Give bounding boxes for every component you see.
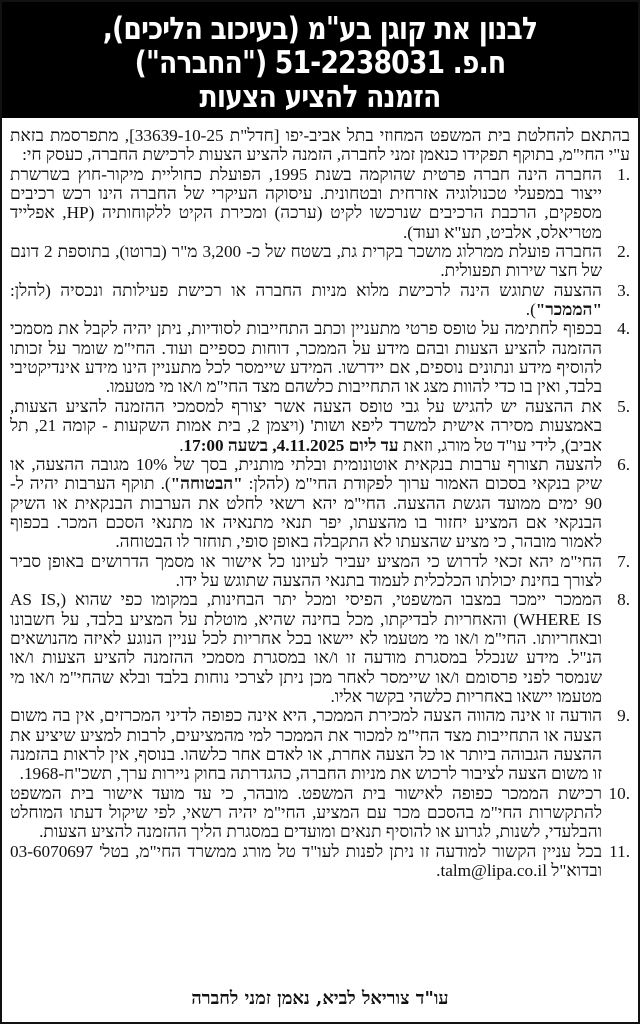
item-tail: ). xyxy=(525,300,536,320)
list-item xyxy=(10,842,630,881)
deadline: עד ליום 4.11.2025, בשעה 17:00 xyxy=(183,435,399,455)
item-bold: "הבטוחה" xyxy=(170,474,243,494)
item-bold: "הממכר" xyxy=(535,300,602,320)
list-item xyxy=(10,319,630,396)
item-text: רכישת הממכר כפופה לאישור בית המשפט. מובהר, כי עד מועד אישור בית המשפט להתקשרות החי"מ בהסכם מכר עם המציע, החי"מ יהיה רשאי, לפי שיקול דעתו המוחלט והבלעדי, לשנות, לגרוע או להוסיף תנאים ומועדים במסגרת הליך ההזמנה להציע הצעות. xyxy=(10,783,602,842)
list-item xyxy=(10,552,630,591)
list-item xyxy=(10,281,630,320)
item-tail: . xyxy=(179,435,184,455)
item-text: החי"מ יהא זכאי לדרוש כי המציע יעביר לעיונו כל אישור או מסמך הדרושים באופן סביר לצורך בחינת יכולתו הכלכלית לעמוד בתנאי ההצעה שתוגש על ידו. xyxy=(10,551,602,590)
item-number: 1. xyxy=(617,164,630,184)
contact-text: בכל עניין הקשור למודעה זו ניתן לפנות לעו"ד טל מורג ממשרד החי"מ, בטל' 03-6070697 ובדוא"ל talm@lipa.co.il. xyxy=(10,841,602,881)
item-number: 2. xyxy=(617,242,630,262)
company-title: לבנון את קוגן בע"מ (בעיכוב הליכים), xyxy=(102,11,538,47)
item-number: 10. xyxy=(608,783,630,803)
item-number: 7. xyxy=(617,551,630,571)
item-text: הודעה זו אינה מהווה הצעה למכירת הממכר, היא אינה כפופה לדיני המכרזים, אין בה משום הצעה או התחייבות מצד החי"מ למכור את הממכר למי מהמציעים, לרבות למציע שיציע את ההצעה הגבוהה ביותר או כל הצעה אחרת, או לאדם אחר כלשהו. בנוסף, אין לראות בהזמנה זו משום הצעה לציבור לרכוש את מניות החברה, כהגדרתה בחוק ניירות ערך, תשכ"ח-1968. xyxy=(10,706,602,784)
list-item xyxy=(10,590,630,706)
item-text: את ההצעה יש להגיש על גבי טופס הצעה אשר יצורף למסמכי ההזמנה להציע הצעות, באמצעות מסירה אישית למשרד ליפא ושות' (ויצמן 2, בית אמות השקעות - קומה 21, תל אביב), לידי עו"ד טל מורג, וזאת xyxy=(10,396,602,455)
item-tail: ). תוקף הערבות יהיה ל- 90 ימים ממועד הגשת ההצעה. החי"מ יהא רשאי לחלט את הערבות הבנקאית או השיק הבנקאי אם המציע יחזור בו מהצעתו, יפר תנאי מתנאיה או מתנאי הסכם המכר. בכפוף לאמור מובהר, כי מציע שהצעתו לא התקבלה באופן סופי, תוחזר לו הבטוחה. xyxy=(10,474,602,552)
list-item xyxy=(10,242,630,281)
company-id: ח.פ. 51-2238031 ("החברה") xyxy=(134,45,506,81)
item-number: 3. xyxy=(617,280,630,300)
terms-list xyxy=(10,165,630,881)
item-number: 9. xyxy=(617,706,630,726)
item-text: בכפוף לחתימה על טופס פרטי מתעניין וכתב התחייבות לסודיות, ניתן יהיה לקבל את מסמכי ההזמנה להציע הצעות ובהם מידע על הממכר, דוחות כספיים ועוד. החי"מ שומר על זכותו להוסיף מידע ונתונים נוספים, אם יידרשו. המידע שיימסר לכל מתעניין הינו מידע אינדיקטיבי בלבד, ואין בו כדי להוות מצג או התחייבות כלשהם מצד החי"מ ו/או מי מטעמו. xyxy=(10,319,602,397)
list-item xyxy=(10,397,630,455)
item-text: הממכר יימכר במצבו המשפטי, הפיסי ומכל יתר הבחינות, במקומו כפי שהוא (AS IS, WHERE IS) והאחריות לבדיקתו, מכל בחינה שהיא, מוטלת על המציע בלבד, על חשבונו ובאחריותו. החי"מ ו/או מי מטעמו לא יישאו בכל אחריות לכל עניין הנוגע לאיזה מהנושאים הנ"ל. מידע שנכלל במסגרת מודעה זו ו/או במסגרת מסמכי ההזמנה להציע הצעות ו/או שנמסר לפני פרסומם ו/או שיימסר לאחר מכן ניתן לצרכי נוחות בלבד ובלא שהחי"מ ו/או מי מטעמו יישאו באחריות כלשהי בקשר אליו. xyxy=(10,590,602,706)
item-text: החברה פועלת ממרלוג מושכר בקרית גת, בשטח של כ- 3,200 מ"ר (ברוטו), בתוספת 2 דונם של חצר שירות תפעולית. xyxy=(10,242,602,281)
item-number: 5. xyxy=(617,396,630,416)
list-item xyxy=(10,455,630,552)
signature: עו"ד צוריאל לביא, נאמן זמני לחברה xyxy=(191,988,449,1009)
notice-header xyxy=(2,2,638,118)
notice-title: הזמנה להציע הצעות xyxy=(199,79,441,115)
item-number: 8. xyxy=(617,590,630,610)
notice-body xyxy=(10,126,630,880)
item-text: להצעה תצורף ערבות בנקאית אוטונומית ובלתי מותנית, בסך של 10% מגובה ההצעה, או שיק בנקאי בסכום האמור ערוך לפקודת החי"מ (להלן: xyxy=(10,454,603,494)
intro-paragraph: בהתאם להחלטת בית המשפט המחוזי בתל אביב-יפו [חדל"ת 33639-10-25], מתפרסמת בזאת ע"י החי"מ, בתוקף תפקידו כנאמן זמני לחברה, הזמנה להציע הצעות לרכישת החברה, כעסק חי: xyxy=(10,126,630,165)
list-item xyxy=(10,706,630,783)
item-text: ההצעה שתוגש הינה לרכישת מלוא מניות החברה או רכישת פעילותה ונכסיה (להלן: xyxy=(10,280,602,300)
item-text: החברה הינה חברה פרטית שהוקמה בשנת 1995, הפועלת כחוליית מיקור-חוץ בשרשרת ייצור במפעלי טכנולוגיה אזרחית ובטחונית. עיסוקה העיקרי של החברה הינו רכש רכיבים מספקים, הרכבת הרכיבים שנרכשו לקיט (ערכה) ומכירת הקיט ללקוחותיה (HP, אפלייד מטריאלס, אלביט, תע"א ועוד). xyxy=(10,164,603,242)
item-number: 6. xyxy=(617,454,630,474)
item-number: 11. xyxy=(609,841,630,861)
list-item xyxy=(10,784,630,842)
item-number: 4. xyxy=(617,319,630,339)
list-item xyxy=(10,165,630,242)
